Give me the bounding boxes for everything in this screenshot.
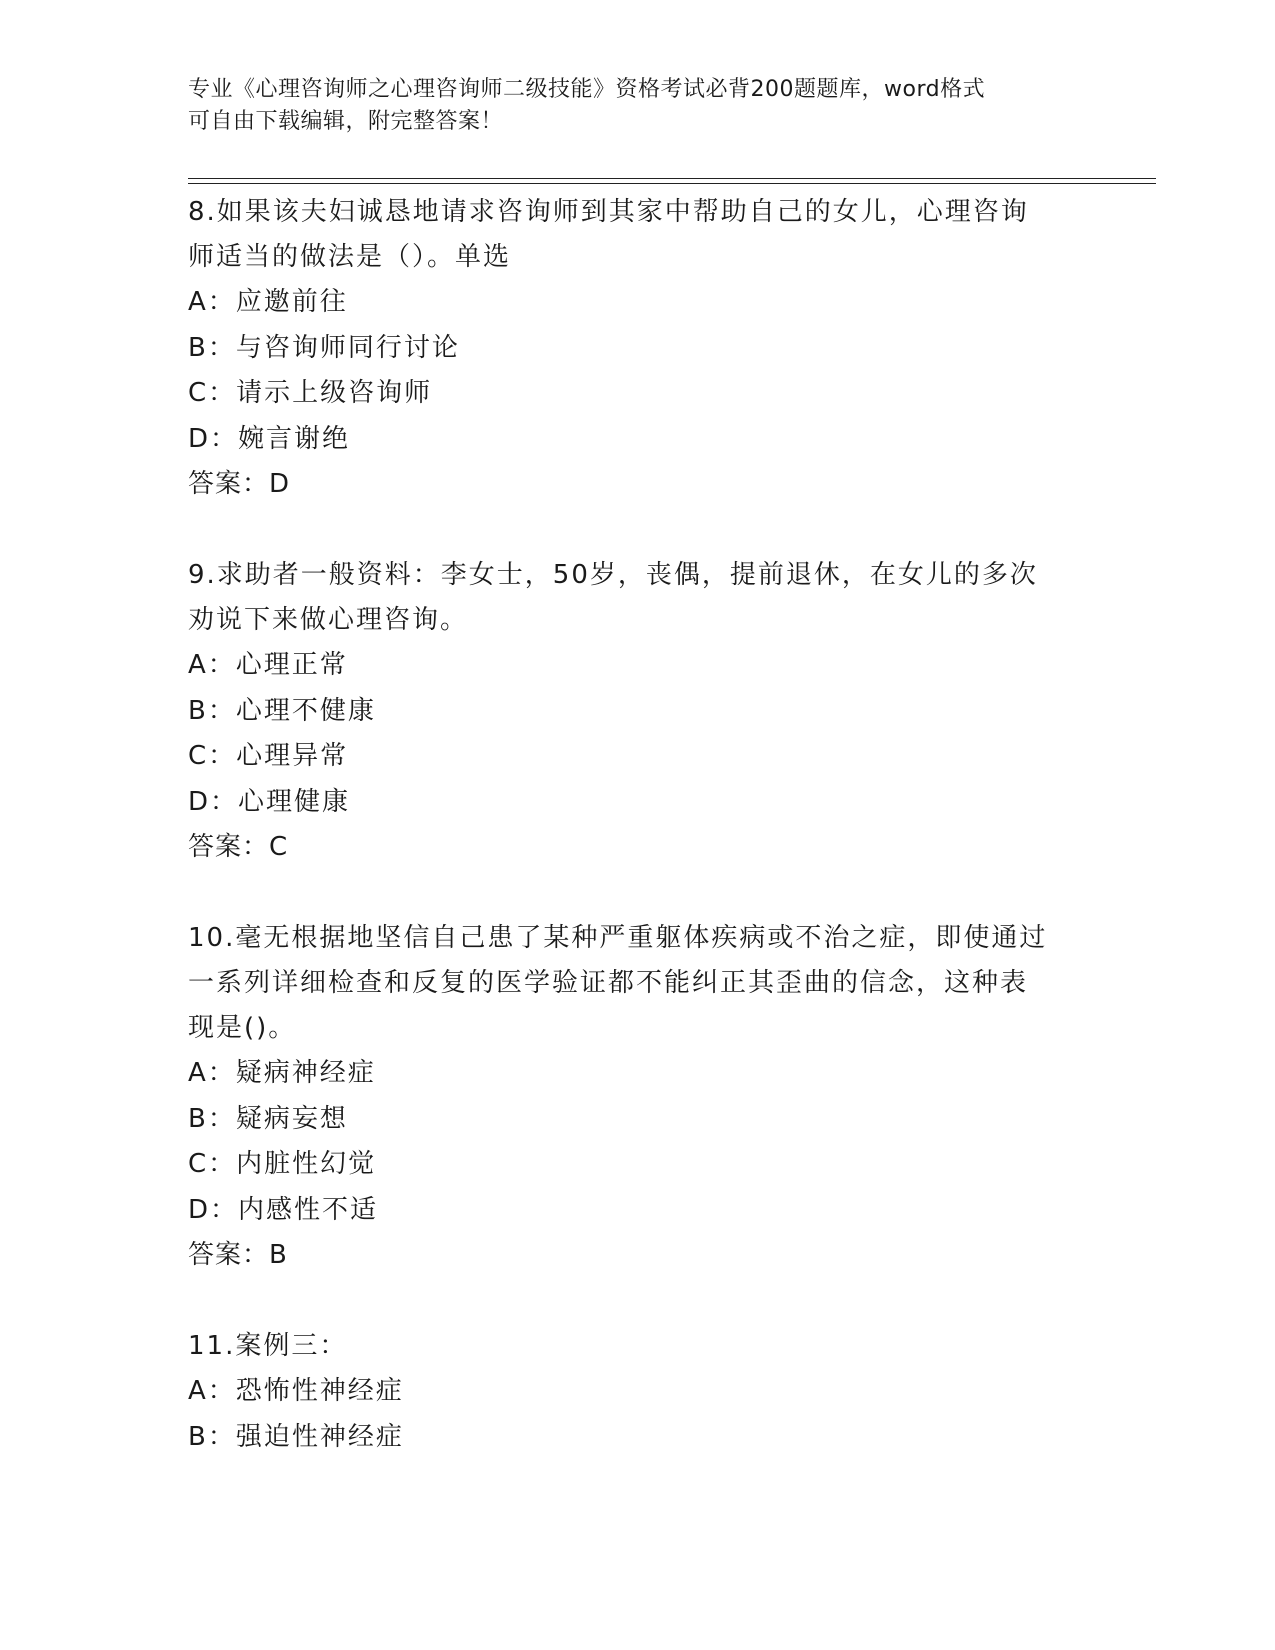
question-stem: [188, 1324, 1088, 1369]
question-stem: [188, 916, 1088, 1051]
answer-key: 答案：C: [188, 832, 289, 862]
answer-option: D：心理健康: [188, 786, 351, 817]
question-stem-line: 一系列详细检查和反复的医学验证都不能纠正其歪曲的信念，这种表: [188, 968, 1029, 998]
header-line-1: 专业《心理咨询师之心理咨询师二级技能》资格考试必背200题题库，word格式: [188, 77, 986, 102]
question-stem-line: 11.案例三：: [188, 1331, 348, 1361]
answer-option: D：婉言谢绝: [188, 423, 351, 454]
answer-option: B：与咨询师同行讨论: [188, 332, 460, 363]
answer-option: B：强迫性神经症: [188, 1421, 404, 1452]
answer-option: A：应邀前往: [188, 287, 348, 317]
question-stem: [188, 190, 1088, 280]
answer-option: A：疑病神经症: [188, 1058, 376, 1088]
document-header: [188, 74, 1068, 138]
question-stem: [188, 553, 1088, 643]
header-divider-top: [188, 178, 1156, 179]
question-stem-line: 现是()。: [188, 1013, 297, 1043]
question-spacer: [188, 1278, 1088, 1324]
question-block: [188, 916, 1088, 1278]
header-divider-bottom: [188, 183, 1156, 184]
question-block: [188, 553, 1088, 870]
answer-key: 答案：D: [188, 469, 291, 499]
question-stem-line: 师适当的做法是（）。单选: [188, 242, 512, 272]
answer-option: C：心理异常: [188, 741, 349, 771]
question-list: [188, 190, 1088, 1460]
question-stem-line: 10.毫无根据地坚信自己患了某种严重躯体疾病或不治之症，即使通过: [188, 923, 1048, 953]
answer-option: A：恐怖性神经症: [188, 1376, 404, 1406]
answer-option: C：内脏性幻觉: [188, 1149, 377, 1179]
question-block: [188, 1324, 1088, 1460]
answer-option: C：请示上级咨询师: [188, 378, 433, 408]
question-block: [188, 190, 1088, 507]
answer-option: B：疑病妄想: [188, 1103, 348, 1134]
header-line-2: 可自由下载编辑，附完整答案！: [188, 109, 504, 134]
question-spacer: [188, 870, 1088, 916]
answer-key: 答案：B: [188, 1240, 288, 1270]
answer-option: D：内感性不适: [188, 1194, 379, 1225]
question-stem-line: 9.求助者一般资料：李女士，50岁，丧偶，提前退休，在女儿的多次: [188, 560, 1038, 590]
answer-option: B：心理不健康: [188, 695, 376, 726]
question-stem-line: 8.如果该夫妇诚恳地请求咨询师到其家中帮助自己的女儿，心理咨询: [188, 197, 1029, 227]
question-stem-line: 劝说下来做心理咨询。: [188, 605, 469, 635]
question-spacer: [188, 507, 1088, 553]
answer-option: A：心理正常: [188, 650, 348, 680]
